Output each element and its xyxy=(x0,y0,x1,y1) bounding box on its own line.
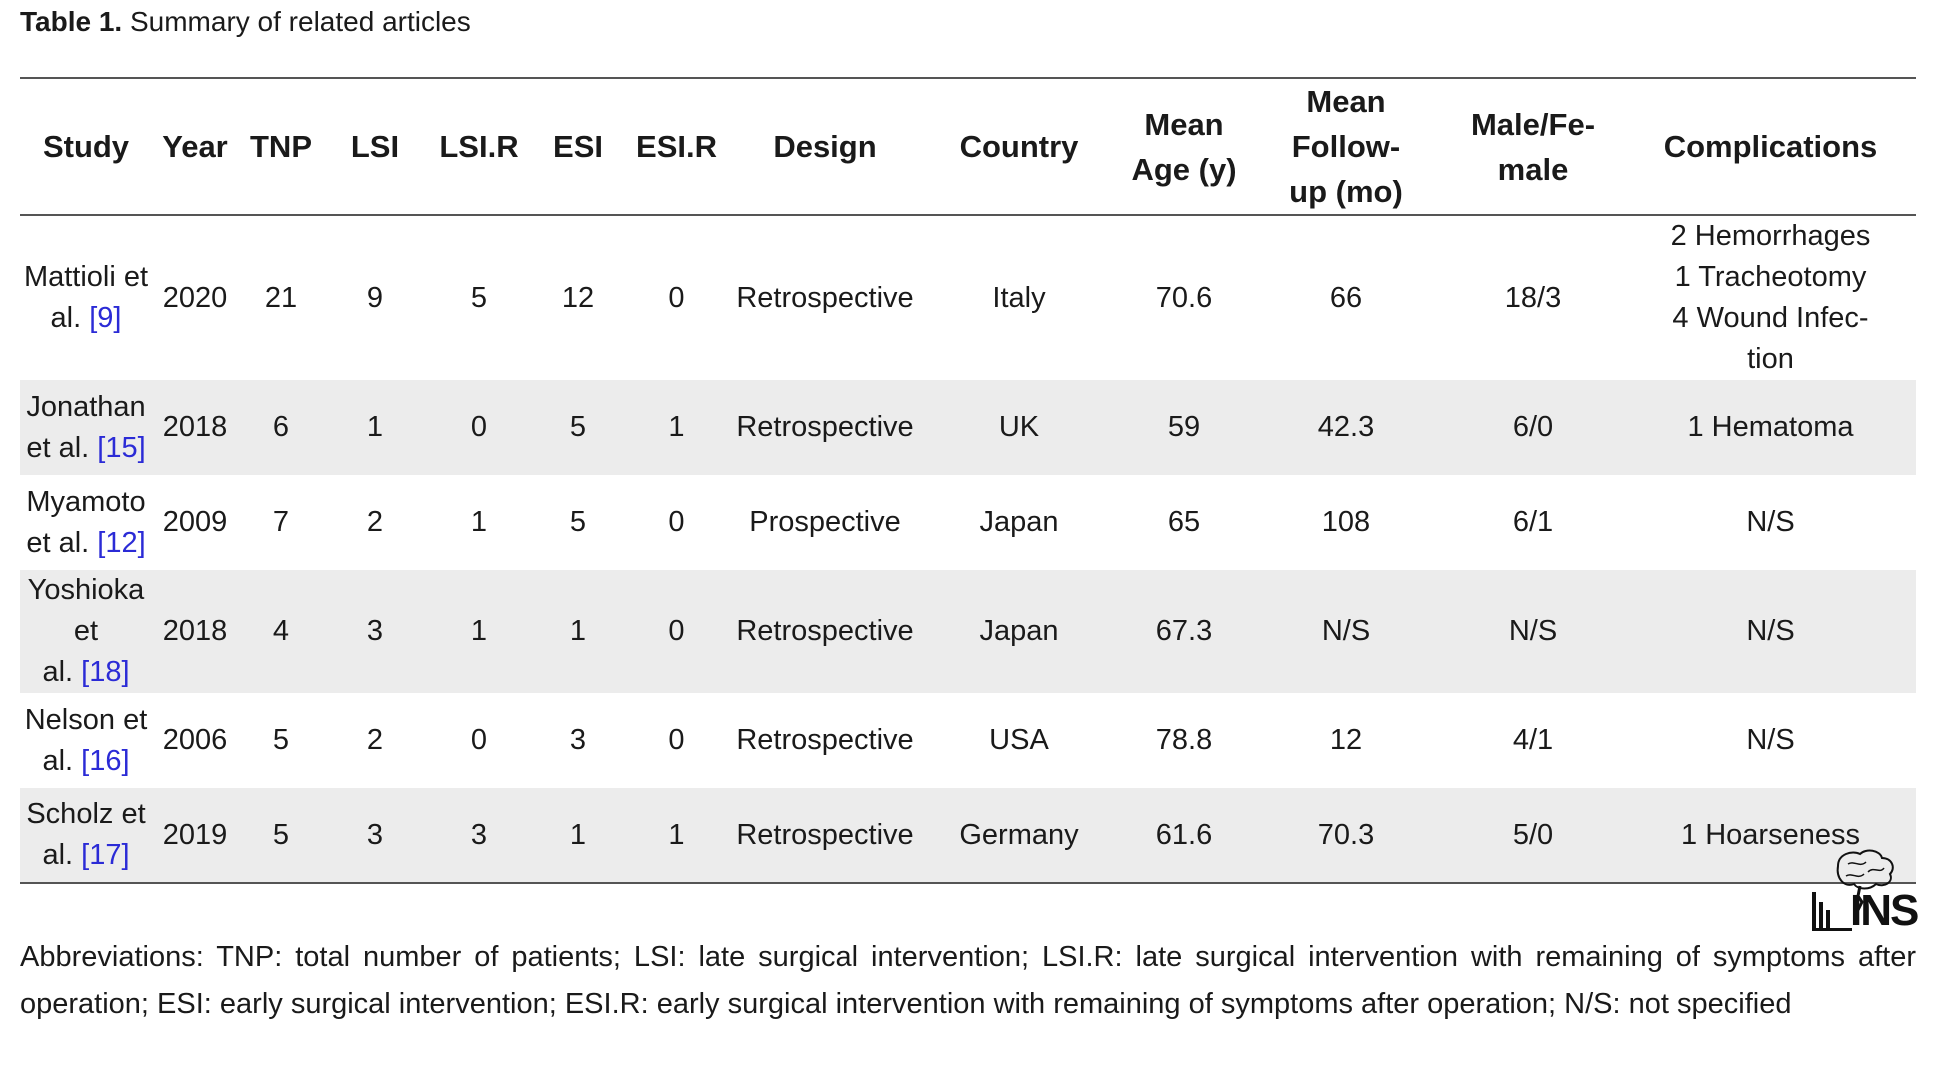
table-row xyxy=(20,693,1916,788)
cell-mean-age: 61.6 xyxy=(1117,788,1251,883)
header-mean-age: Mean Age (y) xyxy=(1117,78,1251,215)
cell-study: Myamoto et al. [12] xyxy=(26,485,146,559)
reference-link[interactable]: [17] xyxy=(81,839,130,871)
cell-complications: 1 Hematoma xyxy=(1687,411,1854,443)
header-lsi: LSI xyxy=(324,78,426,215)
cell-lsi-r: 5 xyxy=(470,281,488,314)
cell-follow-up: 70.3 xyxy=(1251,788,1441,883)
cell-esi-r: 1 xyxy=(668,411,685,443)
cell-lsi: 9 xyxy=(366,281,384,314)
cell-country: USA xyxy=(989,724,1049,756)
cell-year: 2009 xyxy=(162,506,228,538)
cell-country: UK xyxy=(998,411,1040,443)
cell-follow-up: 42.3 xyxy=(1317,411,1375,443)
cell-design: Prospective xyxy=(749,506,901,538)
cell-tnp: 21 xyxy=(264,281,298,314)
cell-country: Germany xyxy=(921,788,1117,883)
cell-mean-age: 65 xyxy=(1167,506,1201,538)
table-footnote: Abbreviations: TNP: total number of patients; LSI: late surgical intervention; LSI.R: late surgical intervention with remaining of symptoms after operation; ESI: early surgical intervention; ESI.R: early surgical intervention with remaining of symptoms after operation; N/S: not specified xyxy=(20,941,1916,1020)
cell-study: Nelson et al. [16] xyxy=(24,703,148,777)
cell-study: Jonathan et al. [15] xyxy=(26,390,146,464)
cell-esi: 5 xyxy=(569,411,587,443)
cell-country: Japan xyxy=(979,506,1059,538)
cell-male-female: 6/1 xyxy=(1512,506,1554,538)
cell-country: Japan xyxy=(979,615,1059,647)
header-esi: ESI xyxy=(532,78,624,215)
header-country: Country xyxy=(921,78,1117,215)
cell-male-female: 5/0 xyxy=(1441,788,1625,883)
cell-tnp: 6 xyxy=(272,411,290,443)
cell-lsi-r: 1 xyxy=(470,615,488,647)
journal-logo-text: INS xyxy=(1850,886,1918,935)
header-esi-r: ESI.R xyxy=(624,78,729,215)
table-caption-label: Table 1. xyxy=(20,6,123,37)
cell-complications: N/S xyxy=(1746,615,1795,647)
cell-design: Retrospective xyxy=(736,281,914,314)
journal-logo-icon xyxy=(1808,848,1918,934)
cell-esi: 3 xyxy=(569,724,587,756)
cell-lsi: 3 xyxy=(366,615,384,647)
cell-follow-up: 12 xyxy=(1329,724,1363,756)
table-row xyxy=(20,475,1916,570)
cell-mean-age: 70.6 xyxy=(1155,281,1213,314)
cell-esi-r: 1 xyxy=(624,788,729,883)
header-design: Design xyxy=(729,78,921,215)
cell-male-female: N/S xyxy=(1508,615,1558,647)
cell-complications: 2 Hemorrhages 1 Tracheotomy 4 Wound Infec- tion xyxy=(1670,220,1871,375)
cell-study: Mattioli et al. [9] xyxy=(23,261,149,334)
cell-lsi-r: 0 xyxy=(470,411,488,443)
cell-complications: N/S xyxy=(1746,724,1795,756)
cell-design: Retrospective xyxy=(736,724,914,756)
cell-study: Scholz et al. [17] xyxy=(20,788,152,883)
table-header-row xyxy=(20,78,1916,215)
cell-esi: 12 xyxy=(561,281,595,314)
cell-lsi: 3 xyxy=(324,788,426,883)
summary-table xyxy=(20,77,1916,884)
cell-design: Retrospective xyxy=(736,615,914,647)
cell-esi: 1 xyxy=(569,615,587,647)
header-year: Year xyxy=(152,78,238,215)
header-study: Study xyxy=(20,78,152,215)
table-caption xyxy=(20,4,471,40)
cell-esi: 1 xyxy=(532,788,624,883)
reference-link[interactable]: [15] xyxy=(97,431,146,464)
header-mean-follow-up: Mean Follow- up (mo) xyxy=(1251,78,1441,215)
reference-link[interactable]: [12] xyxy=(97,526,146,559)
table-row xyxy=(20,380,1916,475)
cell-mean-age: 59 xyxy=(1167,411,1201,443)
cell-year: 2006 xyxy=(162,724,228,756)
cell-follow-up: 108 xyxy=(1321,506,1371,538)
cell-tnp: 7 xyxy=(272,506,290,538)
table-row xyxy=(20,570,1916,693)
cell-lsi-r: 3 xyxy=(426,788,532,883)
table-row xyxy=(20,215,1916,380)
cell-tnp: 5 xyxy=(238,788,324,883)
cell-lsi-r: 0 xyxy=(470,724,488,756)
table-caption-text: Summary of related articles xyxy=(129,6,471,37)
reference-link[interactable]: [16] xyxy=(81,744,130,777)
cell-follow-up: 66 xyxy=(1329,281,1363,314)
cell-design: Retrospective xyxy=(729,788,921,883)
cell-lsi: 2 xyxy=(366,506,384,538)
header-complications: Complications xyxy=(1625,78,1916,215)
cell-male-female: 6/0 xyxy=(1512,411,1554,443)
cell-tnp: 4 xyxy=(272,615,290,647)
reference-link[interactable]: [9] xyxy=(89,302,122,334)
cell-complications: N/S xyxy=(1746,506,1795,538)
cell-male-female: 4/1 xyxy=(1512,724,1554,756)
cell-mean-age: 78.8 xyxy=(1155,724,1213,756)
cell-study: Yoshioka et al. [18] xyxy=(27,574,145,688)
cell-esi: 5 xyxy=(569,506,587,538)
cell-male-female: 18/3 xyxy=(1504,281,1562,314)
header-lsi-r: LSI.R xyxy=(426,78,532,215)
cell-follow-up: N/S xyxy=(1321,615,1371,647)
cell-tnp: 5 xyxy=(272,724,290,756)
cell-lsi: 1 xyxy=(366,411,384,443)
cell-lsi: 2 xyxy=(366,724,384,756)
cell-esi-r: 0 xyxy=(668,506,685,538)
reference-link[interactable]: [18] xyxy=(81,656,130,688)
header-tnp: TNP xyxy=(238,78,324,215)
cell-esi-r: 0 xyxy=(668,615,685,647)
cell-year: 2018 xyxy=(162,615,228,647)
cell-year: 2019 xyxy=(152,788,238,883)
table-row xyxy=(20,788,1916,883)
cell-esi-r: 0 xyxy=(668,724,685,756)
cell-year: 2018 xyxy=(162,411,228,443)
cell-lsi-r: 1 xyxy=(470,506,488,538)
header-male-female: Male/Fe- male xyxy=(1441,78,1625,215)
cell-mean-age: 67.3 xyxy=(1155,615,1213,647)
cell-esi-r: 0 xyxy=(668,281,685,314)
cell-complications: 1 Hoarseness xyxy=(1625,788,1916,883)
cell-country: Italy xyxy=(992,281,1046,314)
cell-year: 2020 xyxy=(162,281,228,314)
cell-design: Retrospective xyxy=(736,411,914,443)
